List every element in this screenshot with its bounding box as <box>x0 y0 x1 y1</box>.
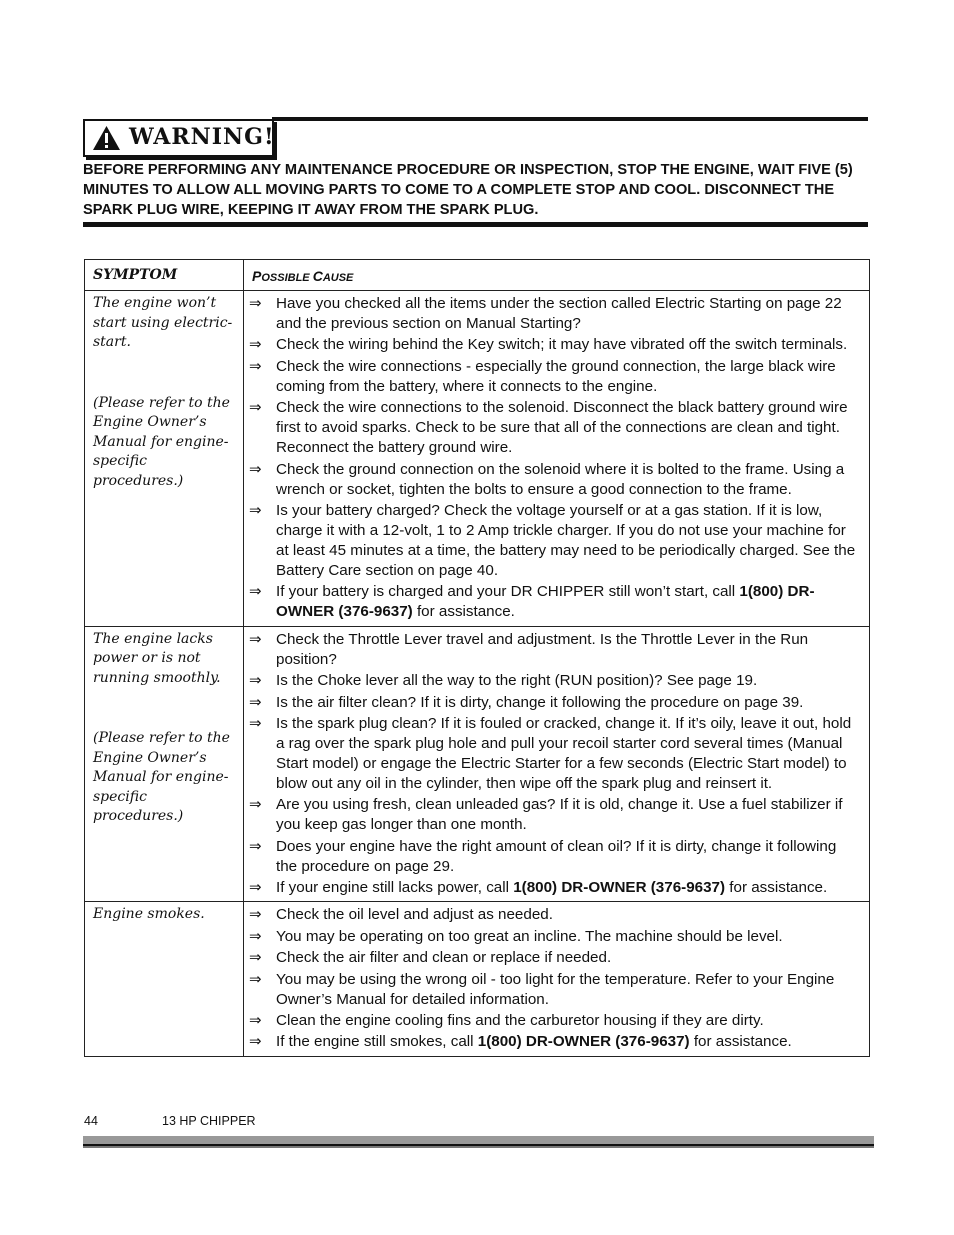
arrow-icon: ⇒ <box>249 906 262 924</box>
cause-text: Does your engine have the right amount of clean oil? If it is dirty, change it following the procedure on page 29. <box>276 837 837 875</box>
arrow-icon: ⇒ <box>249 672 262 690</box>
arrow-icon: ⇒ <box>249 970 262 988</box>
table-header-row <box>85 260 870 291</box>
cause-text: Check the Throttle Lever travel and adjustment. Is the Throttle Lever in the Run position? <box>276 630 809 668</box>
list-item <box>249 294 861 334</box>
list-item <box>249 398 861 458</box>
list-item <box>249 582 861 622</box>
list-item <box>249 948 861 968</box>
warning-label <box>83 119 274 157</box>
page-number: 44 <box>84 1114 98 1128</box>
table-row <box>85 902 870 1056</box>
cause-cell <box>244 626 870 902</box>
arrow-icon: ⇒ <box>249 460 262 478</box>
cause-text: If the engine still smokes, call 1(800) DR-OWNER (376-9637) for assistance. <box>276 1033 792 1051</box>
arrow-icon: ⇒ <box>249 295 262 312</box>
symptom-cell <box>85 902 244 1056</box>
footer-title: 13 HP CHIPPER <box>162 1114 256 1128</box>
symptom-note: (Please refer to the Engine Owner’s Manual for engine-specific procedures.) <box>93 730 230 825</box>
arrow-icon: ⇒ <box>249 796 262 814</box>
cause-text: Check the ground connection on the solenoid where it is bolted to the frame. Using a wrench or socket, tighten the bolts to ensure a good connection to the frame. <box>276 460 845 498</box>
symptom-text: Engine smokes. <box>93 906 205 923</box>
arrow-icon: ⇒ <box>249 837 262 855</box>
arrow-icon: ⇒ <box>249 1033 262 1051</box>
cause-text: Is the spark plug clean? If it is fouled or cracked, change it. If it’s oily, leave it out, hold a rag over the spark plug hole and pull your recoil starter cord several times (Manual Start model) or engage the Electric Starter for a few seconds (Electric Start model) to blow out any oil in the cylinder, then wipe off the spark plug and reinsert it. <box>276 714 852 792</box>
cause-text: Check the air filter and clean or replace if needed. <box>276 949 612 967</box>
list-item <box>249 927 861 947</box>
table-row <box>85 626 870 902</box>
arrow-icon: ⇒ <box>249 630 262 648</box>
phone-number: 1(800) DR-OWNER (376-9637) <box>276 583 815 621</box>
cause-text: You may be operating on too great an incline. The machine should be level. <box>276 927 783 945</box>
arrow-icon: ⇒ <box>249 1012 262 1030</box>
arrow-icon: ⇒ <box>249 714 262 732</box>
list-item <box>249 460 861 500</box>
warning-triangle-icon <box>92 125 121 151</box>
cause-text: If your engine still lacks power, call 1(800) DR-OWNER (376-9637) for assistance. <box>276 879 828 897</box>
cause-cell <box>244 291 870 627</box>
footer-bar <box>83 1136 874 1148</box>
symptom-cell <box>85 626 244 902</box>
arrow-icon: ⇒ <box>249 693 262 711</box>
header-possible-cause: POSSIBLE CAUSE <box>244 260 870 291</box>
list-item <box>249 795 861 835</box>
list-item <box>249 714 861 794</box>
list-item <box>249 335 861 355</box>
cause-text: Is your battery charged? Check the voltage yourself or at a gas station. If it is low, charge it with a 12-volt, 1 to 2 Amp trickle charger. If you do not use your machine for at least 45 minutes at a time, the battery may need to be periodically charged. See the Battery Care section on page 40. <box>276 501 856 579</box>
cause-text: Clean the engine cooling fins and the carburetor housing if they are dirty. <box>276 1012 764 1030</box>
arrow-icon: ⇒ <box>249 336 262 354</box>
table-row <box>85 291 870 627</box>
list-item <box>249 693 861 713</box>
cause-text: Is the Choke lever all the way to the right (RUN position)? See page 19. <box>276 672 758 690</box>
warning-rule <box>83 222 868 227</box>
phone-number: 1(800) DR-OWNER (376-9637) <box>477 1033 690 1051</box>
cause-text: You may be using the wrong oil - too light for the temperature. Refer to your Engine Owner’s Manual for detailed information. <box>276 970 835 1008</box>
list-item <box>249 1011 861 1031</box>
cause-text: Are you using fresh, clean unleaded gas? If it is old, change it. Use a fuel stabilizer if you keep gas longer than one month. <box>276 796 843 834</box>
warning-text: BEFORE PERFORMING ANY MAINTENANCE PROCEDURE OR INSPECTION, STOP THE ENGINE, WAIT FIVE (5) MINUTES TO ALLOW ALL MOVING PARTS TO COME TO A COMPLETE STOP AND COOL. DISCONNECT THE SPARK PLUG WIRE, KEEPING IT AWAY FROM THE SPARK PLUG. <box>83 162 853 218</box>
list-item <box>249 878 861 898</box>
cause-text: Check the wiring behind the Key switch; it may have vibrated off the switch terminals. <box>276 336 848 354</box>
symptom-note: (Please refer to the Engine Owner’s Manual for engine-specific procedures.) <box>93 394 230 489</box>
list-item <box>249 837 861 877</box>
list-item <box>249 671 861 691</box>
cause-text: If your battery is charged and your DR CHIPPER still won’t start, call 1(800) DR-OWNER (376-9637) for assistance. <box>276 583 815 621</box>
phone-number: 1(800) DR-OWNER (376-9637) <box>513 879 726 897</box>
list-item <box>249 630 861 670</box>
header-symptom: SYMPTOM <box>85 260 244 291</box>
cause-text: Have you checked all the items under the section called Electric Starting on page 22 and the previous section on Manual Starting? <box>276 295 842 332</box>
arrow-icon: ⇒ <box>249 927 262 945</box>
arrow-icon: ⇒ <box>249 879 262 897</box>
cause-text: Is the air filter clean? If it is dirty, change it following the procedure on page 39. <box>276 693 804 711</box>
troubleshooting-table <box>84 259 870 1057</box>
arrow-icon: ⇒ <box>249 501 262 519</box>
list-item <box>249 501 861 581</box>
list-item <box>249 970 861 1010</box>
list-item <box>249 1032 861 1052</box>
list-item <box>249 357 861 397</box>
symptom-text: The engine won’t start using electric-start. <box>93 295 233 350</box>
arrow-icon: ⇒ <box>249 399 262 417</box>
arrow-icon: ⇒ <box>249 949 262 967</box>
arrow-icon: ⇒ <box>249 583 262 601</box>
cause-cell <box>244 902 870 1056</box>
warning-title: WARNING! <box>129 124 275 150</box>
cause-text: Check the wire connections to the solenoid. Disconnect the black battery ground wire first to avoid sparks. Check to be sure that all of the connections are clean and tight. Reconnect the battery ground wire. <box>276 399 848 457</box>
list-item <box>249 905 861 925</box>
cause-text: Check the oil level and adjust as needed. <box>276 906 553 924</box>
symptom-text: The engine lacks power or is not running smoothly. <box>93 630 221 686</box>
cause-text: Check the wire connections - especially the ground connection, the large black wire coming from the battery, where it connects to the engine. <box>276 357 836 395</box>
top-rule <box>272 117 868 121</box>
symptom-cell <box>85 291 244 627</box>
arrow-icon: ⇒ <box>249 357 262 375</box>
